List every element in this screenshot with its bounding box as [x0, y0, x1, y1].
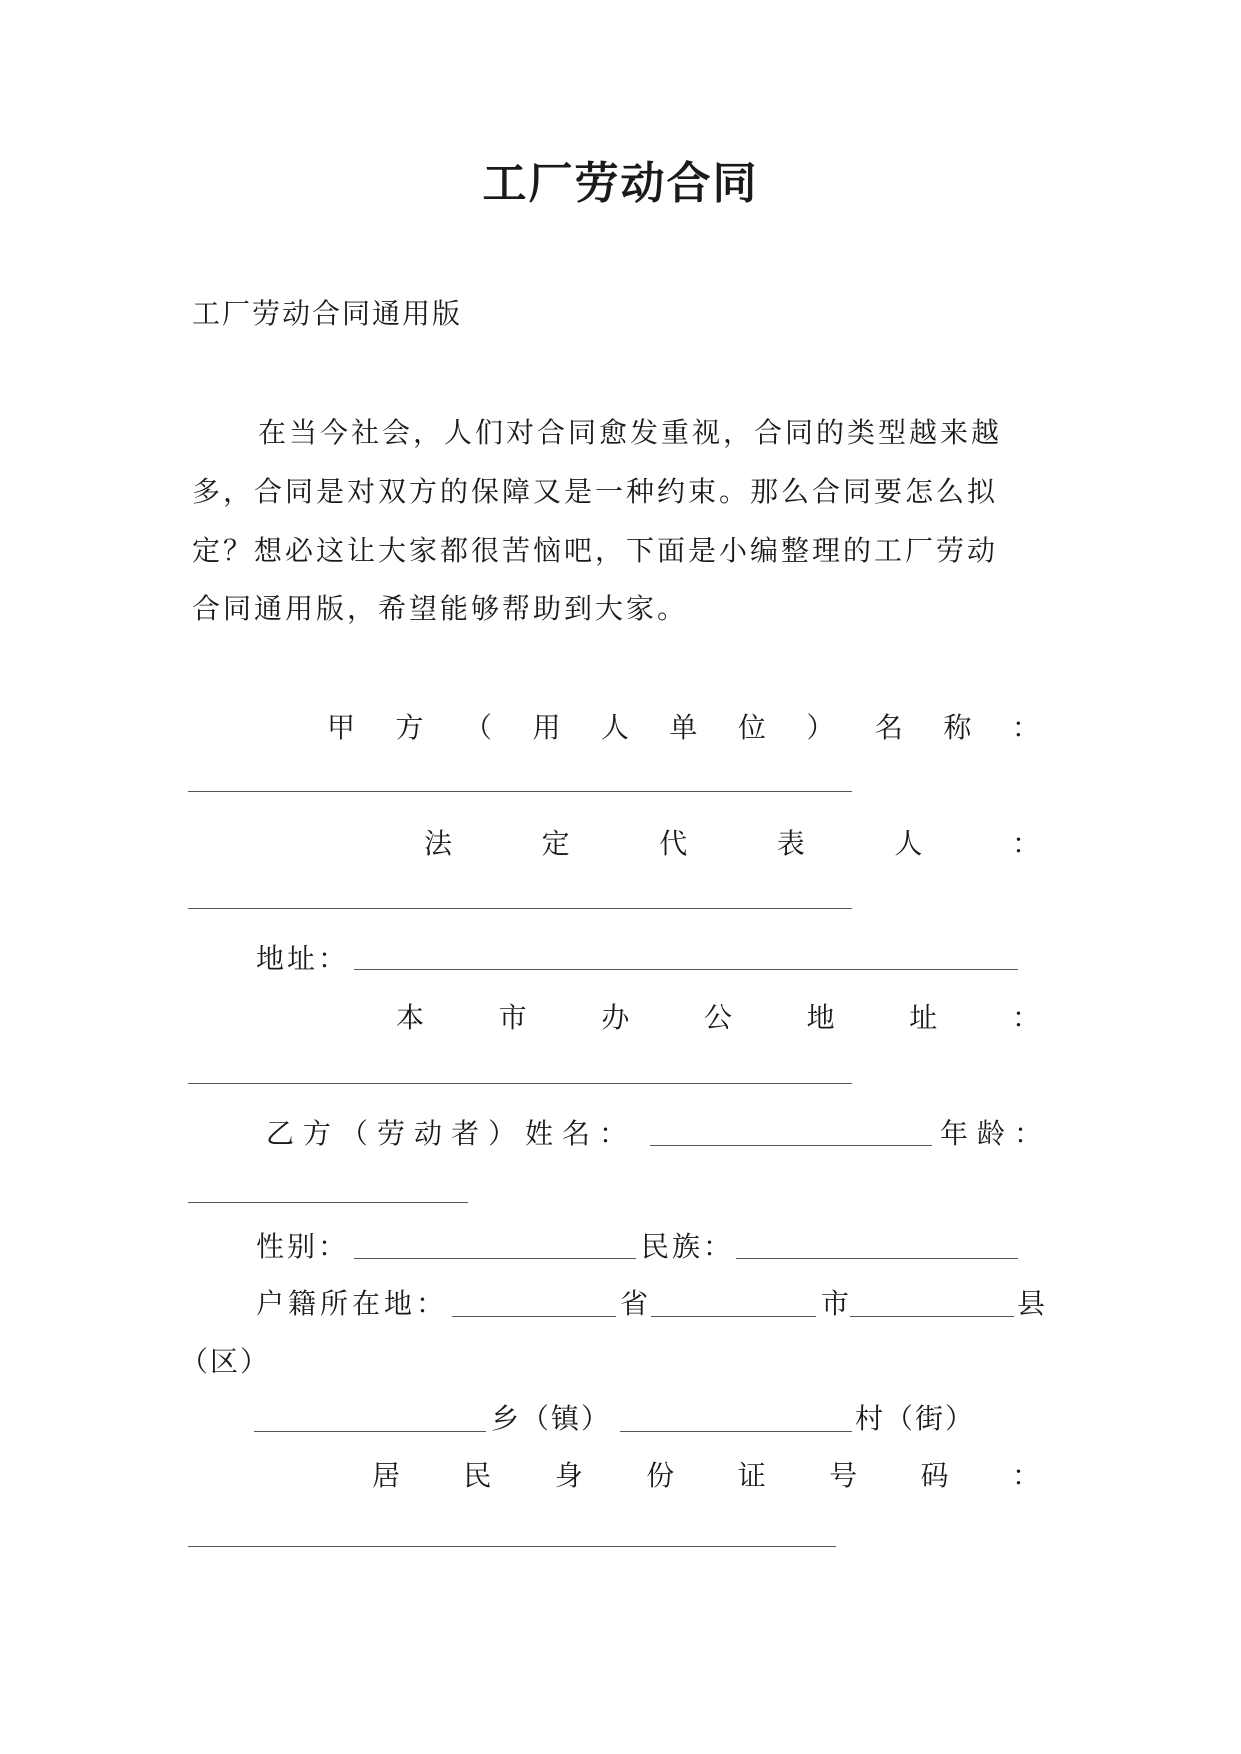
legal-rep-label — [424, 827, 1040, 860]
intro-line-3: 定？想必这让大家都很苦恼吧，下面是小编整理的工厂劳动 — [192, 534, 999, 567]
local-office-blank[interactable] — [188, 1083, 852, 1084]
local-office-char: 本 — [396, 1001, 425, 1034]
gender-label: 性别： — [256, 1230, 350, 1263]
id-number-char: 证 — [737, 1459, 766, 1492]
legal-rep-char: 人 — [894, 827, 923, 860]
party-b-name-blank[interactable] — [650, 1145, 932, 1146]
age-label: 年龄： — [940, 1117, 1052, 1150]
document-subtitle: 工厂劳动合同通用版 — [192, 297, 463, 330]
id-number-char: 份 — [646, 1459, 675, 1492]
district-label: （区） — [180, 1345, 271, 1378]
city-blank[interactable] — [651, 1316, 816, 1317]
province-blank[interactable] — [452, 1316, 616, 1317]
age-blank[interactable] — [188, 1202, 468, 1203]
local-office-char: ： — [1011, 1001, 1040, 1034]
local-office-char: 公 — [703, 1001, 732, 1034]
party-a-char: 人 — [600, 711, 629, 744]
party-a-char: 用 — [532, 711, 561, 744]
legal-rep-blank[interactable] — [188, 908, 852, 909]
ethnicity-blank[interactable] — [736, 1258, 1018, 1259]
legal-rep-char: 表 — [776, 827, 805, 860]
local-office-char: 市 — [498, 1001, 527, 1034]
party-a-char: 方 — [395, 711, 424, 744]
id-number-blank[interactable] — [188, 1546, 836, 1547]
legal-rep-char: 定 — [541, 827, 570, 860]
id-number-char: 身 — [554, 1459, 583, 1492]
party-a-char: ： — [1011, 711, 1040, 744]
township-blank[interactable] — [254, 1431, 486, 1432]
intro-line-4: 合同通用版，希望能够帮助到大家。 — [192, 592, 689, 625]
legal-rep-char: ： — [1011, 827, 1040, 860]
party-a-name-label — [327, 711, 1040, 744]
party-a-char: （ — [463, 711, 492, 744]
household-label: 户籍所在地： — [256, 1287, 449, 1320]
intro-line-2: 多，合同是对双方的保障又是一种约束。那么合同要怎么拟 — [192, 475, 999, 508]
gender-blank[interactable] — [354, 1258, 636, 1259]
id-number-label — [372, 1459, 1040, 1492]
village-label: 村（街） — [855, 1402, 976, 1435]
id-number-char: 号 — [829, 1459, 858, 1492]
id-number-char: ： — [1011, 1459, 1040, 1492]
party-a-char: ） — [806, 711, 835, 744]
ethnicity-label: 民族： — [641, 1230, 735, 1263]
party-a-char: 位 — [737, 711, 766, 744]
party-a-name-blank[interactable] — [188, 791, 852, 792]
local-office-char: 地 — [806, 1001, 835, 1034]
party-a-char: 甲 — [327, 711, 356, 744]
document-title: 工厂劳动合同 — [482, 158, 759, 209]
legal-rep-char: 代 — [659, 827, 688, 860]
township-label: 乡（镇） — [491, 1402, 612, 1435]
village-blank[interactable] — [620, 1431, 852, 1432]
address-label: 地址： — [256, 942, 350, 975]
id-number-char: 民 — [463, 1459, 492, 1492]
city-label: 市 — [821, 1287, 850, 1320]
party-b-name-label: 乙方（劳动者）姓名： — [266, 1117, 637, 1150]
party-a-char: 名 — [874, 711, 903, 744]
party-a-char: 单 — [669, 711, 698, 744]
local-office-char: 办 — [601, 1001, 630, 1034]
local-office-label — [396, 1001, 1040, 1034]
county-blank[interactable] — [850, 1316, 1014, 1317]
party-a-char: 称 — [943, 711, 972, 744]
address-blank[interactable] — [354, 969, 1018, 970]
county-label: 县 — [1017, 1287, 1046, 1320]
local-office-char: 址 — [909, 1001, 938, 1034]
legal-rep-char: 法 — [424, 827, 453, 860]
province-label: 省 — [620, 1287, 649, 1320]
id-number-char: 居 — [372, 1459, 401, 1492]
id-number-char: 码 — [920, 1459, 949, 1492]
intro-line-1: 在当今社会，人们对合同愈发重视，合同的类型越来越 — [258, 416, 1003, 449]
